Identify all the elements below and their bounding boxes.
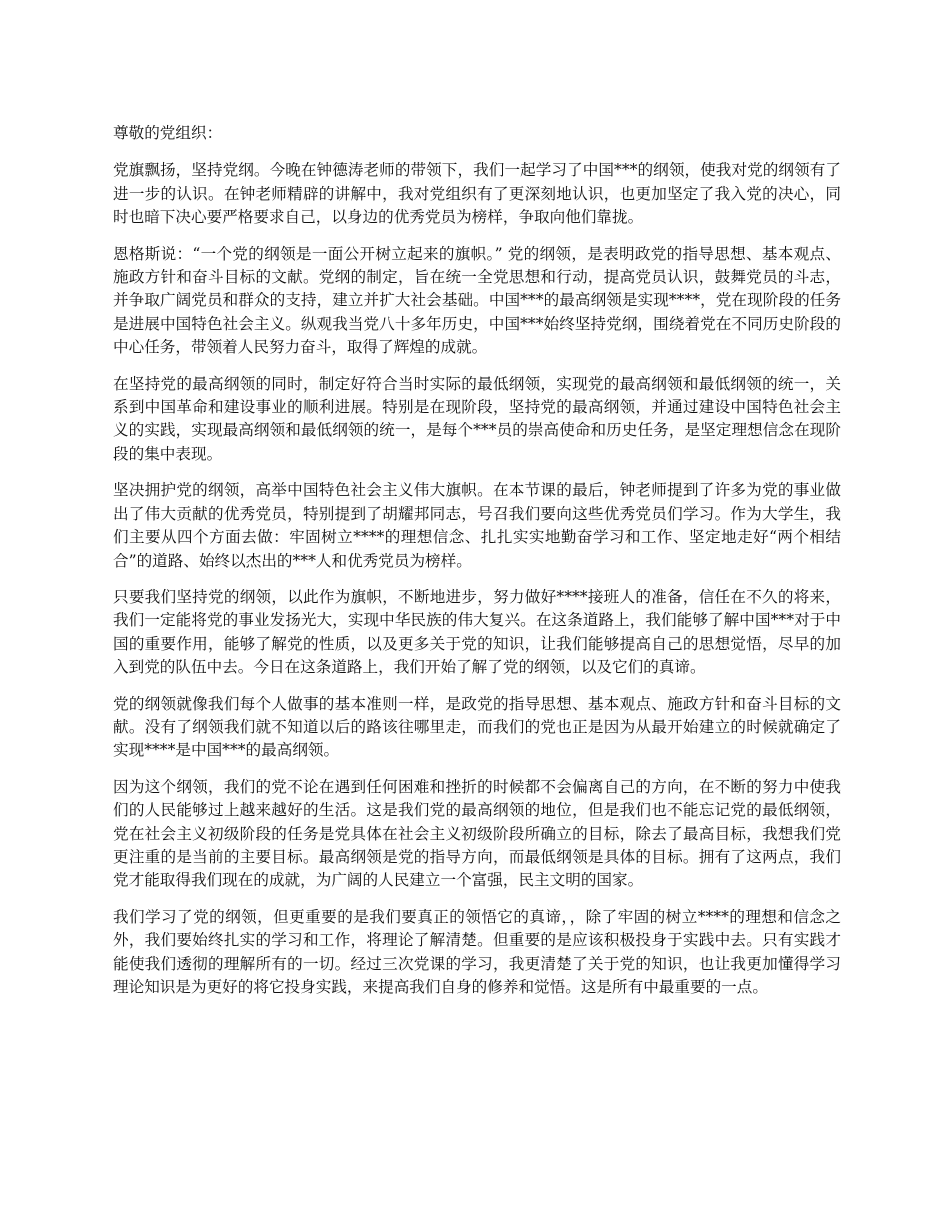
paragraph-6: 党的纲领就像我们每个人做事的基本准则一样，是政党的指导思想、基本观点、施政方针和奋斗目标的文献。没有了纲领我们就不知道以后的路该往哪里走，而我们的党也正是因为从最开始建立的时候就确定了实现****是中国***的最高纲领。	[113, 694, 841, 760]
paragraph-5: 只要我们坚持党的纲领，以此作为旗帜，不断地进步，努力做好****接班人的准备，信任在不久的将来，我们一定能将党的事业发扬光大，实现中华民族的伟大复兴。在这条道路上，我们能够了解中国***对于中国的重要作用，能够了解党的性质，以及更多关于党的知识，让我们能够提高自己的思想觉悟，尽早的加入到党的队伍中去。今日在这条道路上，我们开始了解了党的纲领，以及它们的真谛。	[113, 587, 841, 677]
paragraph-2: 恩格斯说：“一个党的纲领是一面公开树立起来的旗帜。” 党的纲领，是表明政党的指导思想、基本观点、施政方针和奋斗目标的文献。党纲的制定，旨在统一全党思想和行动，提高党员认识，鼓舞党员的斗志，并争取广阔党员和群众的支持，建立并扩大社会基础。中国***的最高纲领是实现****，党在现阶段的任务是进展中国特色社会主义。纵观我当党八十多年历史，中国***始终坚持党纲，围绕着党在不同历史阶段的中心任务，带领着人民努力奋斗，取得了辉煌的成就。	[113, 244, 841, 357]
document-page	[113, 122, 841, 1012]
paragraph-3: 在坚持党的最高纲领的同时，制定好符合当时实际的最低纲领，实现党的最高纲领和最低纲领的统一，关系到中国革命和建设事业的顺利进展。特别是在现阶段，坚持党的最高纲领，并通过建设中国特色社会主义的实践，实现最高纲领和最低纲领的统一，是每个***员的崇高使命和历史任务，是坚定理想信念在现阶段的集中表现。	[113, 374, 841, 463]
paragraph-1: 党旗飘扬，坚持党纲。今晚在钟德涛老师的带领下，我们一起学习了中国***的纲领，使我对党的纲领有了进一步的认识。在钟老师精辟的讲解中，我对党组织有了更深刻地认识，也更加坚定了我入党的决心，同时也暗下决心要严格要求自己，以身边的优秀党员为榜样，争取向他们靠拢。	[113, 161, 841, 227]
salutation: 尊敬的党组织：	[113, 124, 223, 142]
paragraph-4: 坚决拥护党的纲领，高举中国特色社会主义伟大旗帜。在本节课的最后，钟老师提到了许多为党的事业做出了伟大贡献的优秀党员，特别提到了胡耀邦同志，号召我们要向这些优秀党员们学习。作为大学生，我们主要从四个方面去做：牢固树立****的理想信念、扎扎实实地勤奋学习和工作、坚定地走好“两个相结合”的道路、始终以杰出的***人和优秀党员为榜样。	[113, 481, 841, 570]
paragraph-7: 因为这个纲领，我们的党不论在遇到任何困难和挫折的时候都不会偏离自己的方向，在不断的努力中使我们的人民能够过上越来越好的生活。这是我们党的最高纲领的地位，但是我们也不能忘记党的最低纲领，党在社会主义初级阶段的任务是党具体在社会主义初级阶段所确立的目标，除去了最高目标，我想我们党更注重的是当前的主要目标。最高纲领是党的指导方向，而最低纲领是具体的目标。拥有了这两点，我们党才能取得我们现在的成就，为广阔的人民建立一个富强，民主文明的国家。	[113, 777, 841, 890]
paragraph-8: 我们学习了党的纲领，但更重要的是我们要真正的领悟它的真谛，，除了牢固的树立****的理想和信念之外，我们要始终扎实的学习和工作，将理论了解清楚。但重要的是应该积极投身于实践中去。只有实践才能使我们透彻的理解所有的一切。经过三次党课的学习，我更清楚了关于党的知识，也让我更加懂得学习理论知识是为更好的将它投身实践，来提高我们自身的修养和觉悟。这是所有中最重要的一点。	[113, 907, 841, 996]
